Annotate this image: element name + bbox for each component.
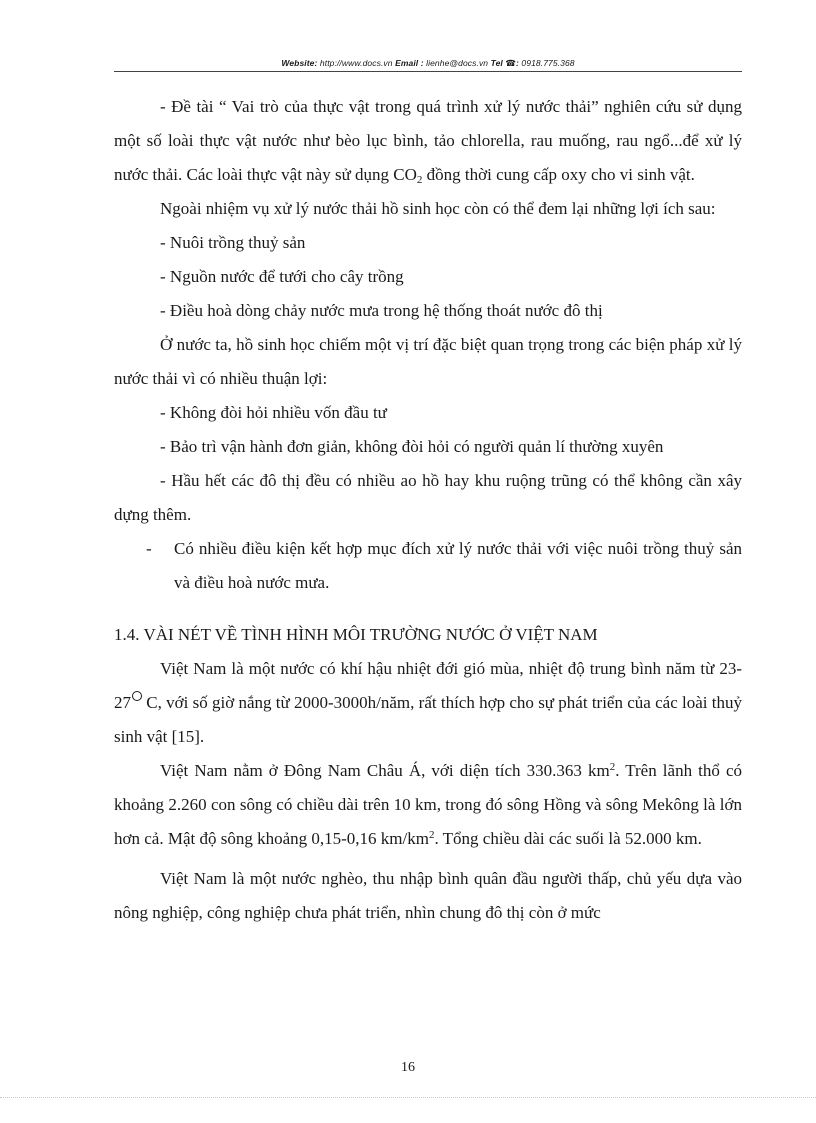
paragraph-plant-study: - Đề tài “ Vai trò của thực vật trong quá trình xử lý nước thải” nghiên cứu sử dụng một số loài thực vật nước như bèo lục bình, tảo chlorella, rau muống, rau ngổ...để xử lý nước thải. Các loài thực vật này sử dụng $CO_2$ đồng thời cung cấp oxy cho vi sinh vật. <box>114 97 742 186</box>
list-item-simple-maintenance: - Bảo trì vận hành đơn giản, không đòi hỏi có người quản lí thường xuyên <box>160 437 664 456</box>
list-item-rainwater: - Điều hoà dòng chảy nước mưa trong hệ thống thoát nước đô thị <box>160 301 603 320</box>
list-item-existing-ponds: - Hầu hết các đô thị đều có nhiều ao hồ hay khu ruộng trũng có thể không cần xây dựng thêm. <box>114 471 742 524</box>
superscript-2: 2 <box>428 829 435 841</box>
tel-label: Tel ☎: <box>490 58 519 68</box>
header-divider <box>114 71 742 72</box>
paragraph-economy: Việt Nam là một nước nghèo, thu nhập bình quân đầu người thấp, chủ yếu dựa vào nông nghiệp, công nghiệp chưa phát triển, nhìn chung đô thị còn ở mức <box>114 869 742 922</box>
list-item-irrigation: - Nguồn nước để tưới cho cây trồng <box>160 267 404 286</box>
section-heading: 1.4. VÀI NÉT VỀ TÌNH HÌNH MÔI TRƯỜNG NƯỚC Ở VIỆT NAM <box>114 625 598 644</box>
bullet-dash: - <box>146 539 152 558</box>
paragraph-climate: Việt Nam là một nước có khí hậu nhiệt đới gió mùa, nhiệt độ trung bình năm từ 23-27 C, với số giờ nắng từ 2000-3000h/năm, rất thích hợp cho sự phát triển của các loài thuỷ sinh vật [15]. <box>114 659 742 746</box>
paragraph-advantages-intro: Ở nước ta, hồ sinh học chiếm một vị trí đặc biệt quan trọng trong các biện pháp xử lý nước thải vì có nhiều thuận lợi: <box>114 335 742 388</box>
degree-circle-icon <box>132 691 142 701</box>
subscript-2: 2 <box>416 174 423 186</box>
website-label: Website: <box>281 58 318 68</box>
superscript-2: 2 <box>609 761 616 773</box>
tel-number: 0918.775.368 <box>521 58 575 68</box>
list-item-combined-purpose: - Có nhiều điều kiện kết hợp mục đích xử lý nước thải với việc nuôi trồng thuỷ sản và điều hoà nước mưa. <box>114 532 742 600</box>
email-address[interactable]: lienhe@docs.vn <box>426 58 489 68</box>
email-label: Email : <box>395 58 424 68</box>
website-url[interactable]: http://www.docs.vn <box>319 58 393 68</box>
document-body <box>114 90 742 930</box>
page-header <box>114 58 742 69</box>
footer-divider <box>0 1097 816 1098</box>
list-item-aquaculture: - Nuôi trồng thuỷ sản <box>160 233 306 252</box>
paragraph-geography: Việt Nam nằm ở Đông Nam Châu Á, với diện tích 330.363 $km^2$. Trên lãnh thổ có khoảng 2.260 con sông có chiều dài trên 10 km, trong đó sông Hồng và sông Mekông là lớn hơn cả. Mật độ sông khoảng 0,15-0,16 $km/km^2$. Tổng chiều dài các suối là 52.000 km. <box>114 761 742 848</box>
list-item-low-capital: - Không đòi hỏi nhiều vốn đầu tư <box>160 403 387 422</box>
page-number: 16 <box>401 1060 415 1075</box>
paragraph-benefits-intro: Ngoài nhiệm vụ xử lý nước thải hồ sinh học còn có thể đem lại những lợi ích sau: <box>160 199 716 218</box>
